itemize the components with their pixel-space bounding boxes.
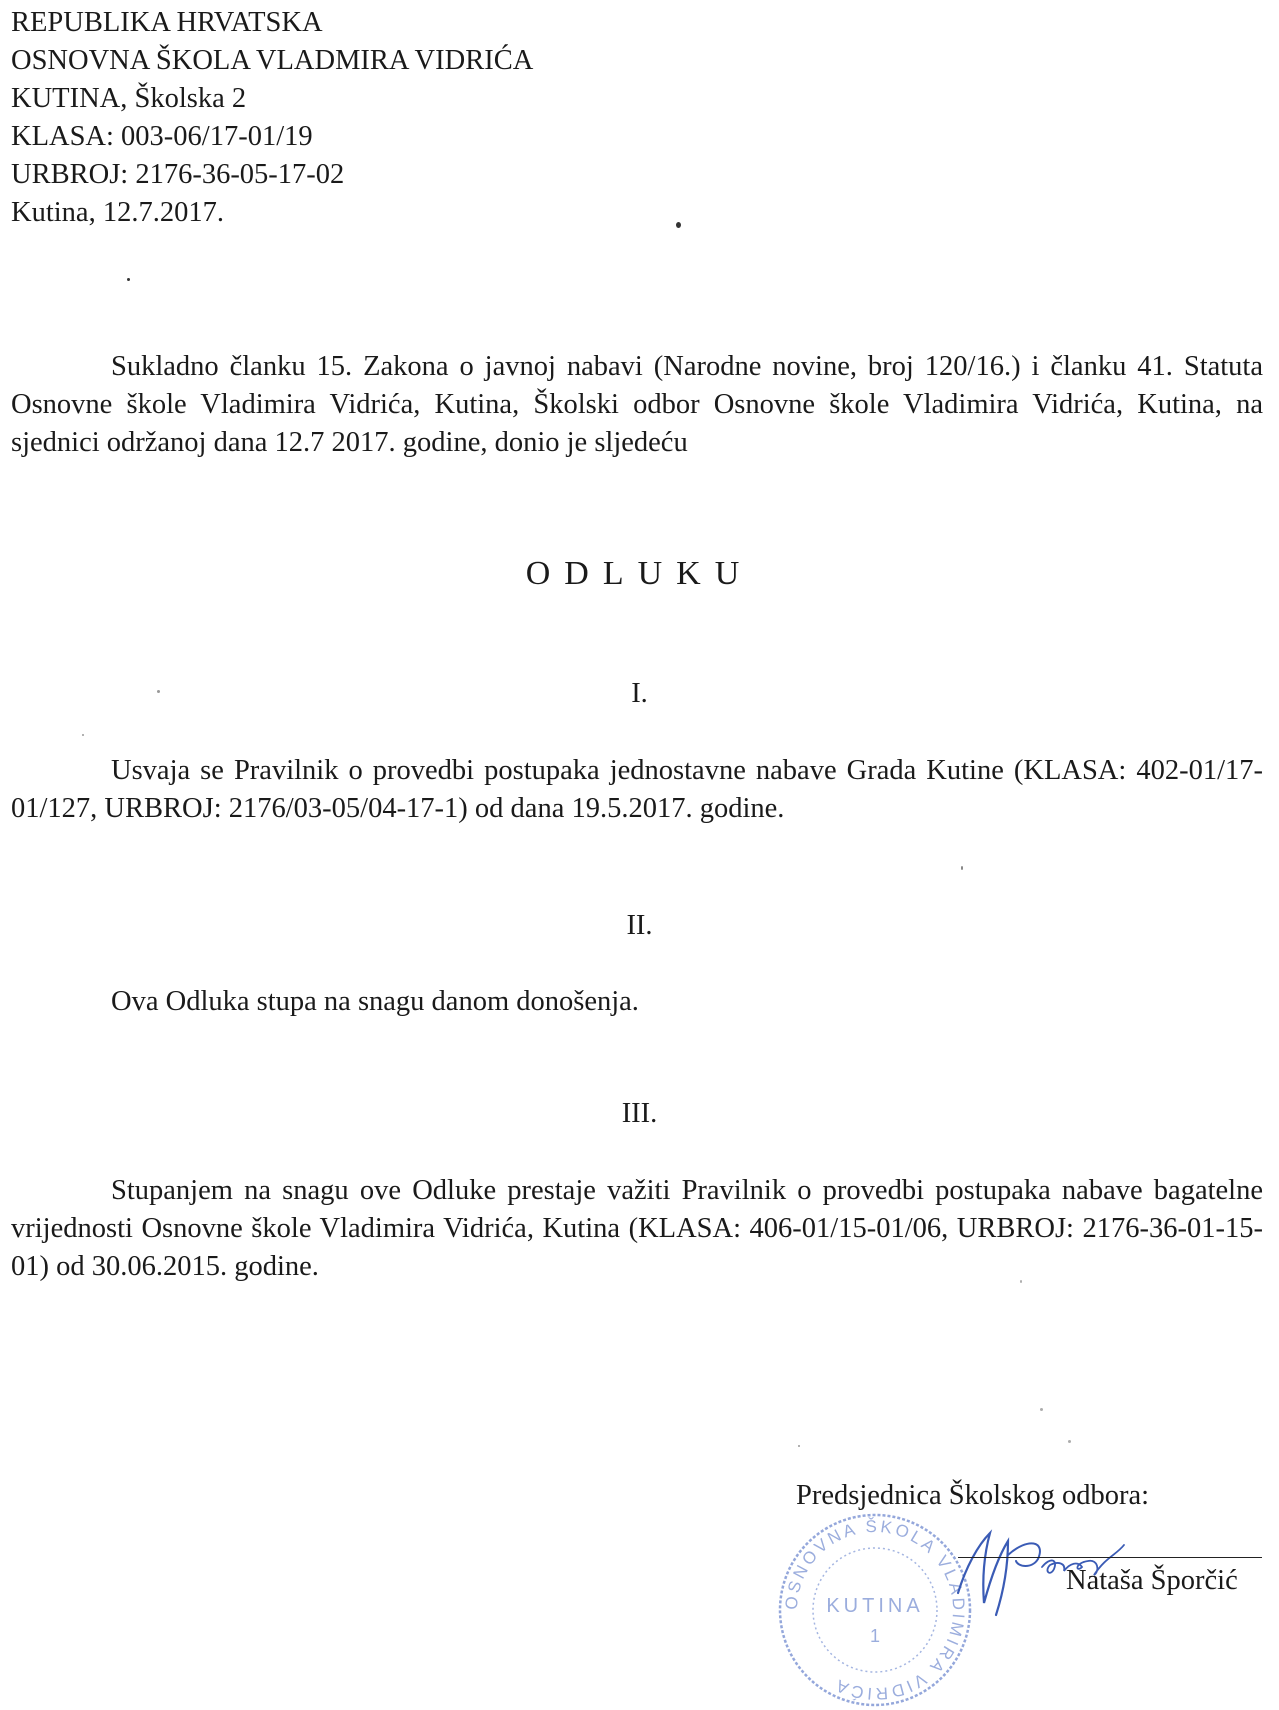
section-numeral-2: II.	[626, 910, 653, 941]
scan-speck	[1068, 1440, 1071, 1443]
header-address: KUTINA, Školska 2	[11, 83, 247, 114]
scan-speck	[82, 734, 84, 736]
document-title: ODLUKU	[525, 555, 754, 592]
scan-speck	[157, 690, 160, 693]
scan-speck	[1040, 1408, 1043, 1411]
scan-speck	[961, 866, 963, 870]
section-numeral-3: III.	[621, 1098, 658, 1129]
section-text-1: Usvaja se Pravilnik o provedbi postupaka jednostavne nabave Grada Kutine (KLASA: 402-01/17-01/127, URBROJ: 2176/03-05/04-17-1) od dana 19.5.2017. godine.	[11, 755, 1263, 824]
scan-speck	[127, 278, 130, 281]
intro-paragraph: Sukladno članku 15. Zakona o javnoj nabavi (Narodne novine, broj 120/16.) i članku 41. Statuta Osnovne škole Vladimira Vidrića, Kutina, Školski odbor Osnovne škole Vladimira Vidrića, Kutina, na sjednici održanoj dana 12.7 2017. godine, donio je sljedeću	[11, 351, 1263, 458]
header-country: REPUBLIKA HRVATSKA	[11, 7, 323, 38]
header-school: OSNOVNA ŠKOLA VLADMIRA VIDRIĆA	[11, 45, 534, 76]
signatory-name: Nataša Šporčić	[1066, 1565, 1238, 1596]
signature-label: Predsjednica Školskog odbora:	[796, 1480, 1150, 1511]
header-date: Kutina, 12.7.2017.	[11, 197, 224, 228]
stamp-ring-text: OSNOVNA ŠKOLA VLADIMIRA VIDRIĆA	[781, 1516, 969, 1704]
stamp-number: 1	[869, 1626, 881, 1646]
scan-speck	[798, 1445, 800, 1447]
stamp-city: KUTINA	[826, 1595, 924, 1617]
section-numeral-1: I.	[631, 678, 648, 709]
header-urbroj: URBROJ: 2176-36-05-17-02	[11, 159, 345, 190]
scan-speck	[676, 222, 681, 228]
document-header	[11, 4, 533, 232]
header-klasa: KLASA: 003-06/17-01/19	[11, 121, 313, 152]
section-text-3: Stupanjem na snagu ove Odluke prestaje važiti Pravilnik o provedbi postupaka nabave bagatelne vrijednosti Osnovne škole Vladimira Vidrića, Kutina (KLASA: 406-01/15-01/06, URBROJ: 2176-36-01-15-01) od 30.06.2015. godine.	[11, 1175, 1263, 1282]
signature-line	[958, 1557, 1262, 1558]
scan-speck	[1020, 1280, 1022, 1283]
section-text-2: Ova Odluka stupa na snagu danom donošenja.	[111, 986, 639, 1017]
